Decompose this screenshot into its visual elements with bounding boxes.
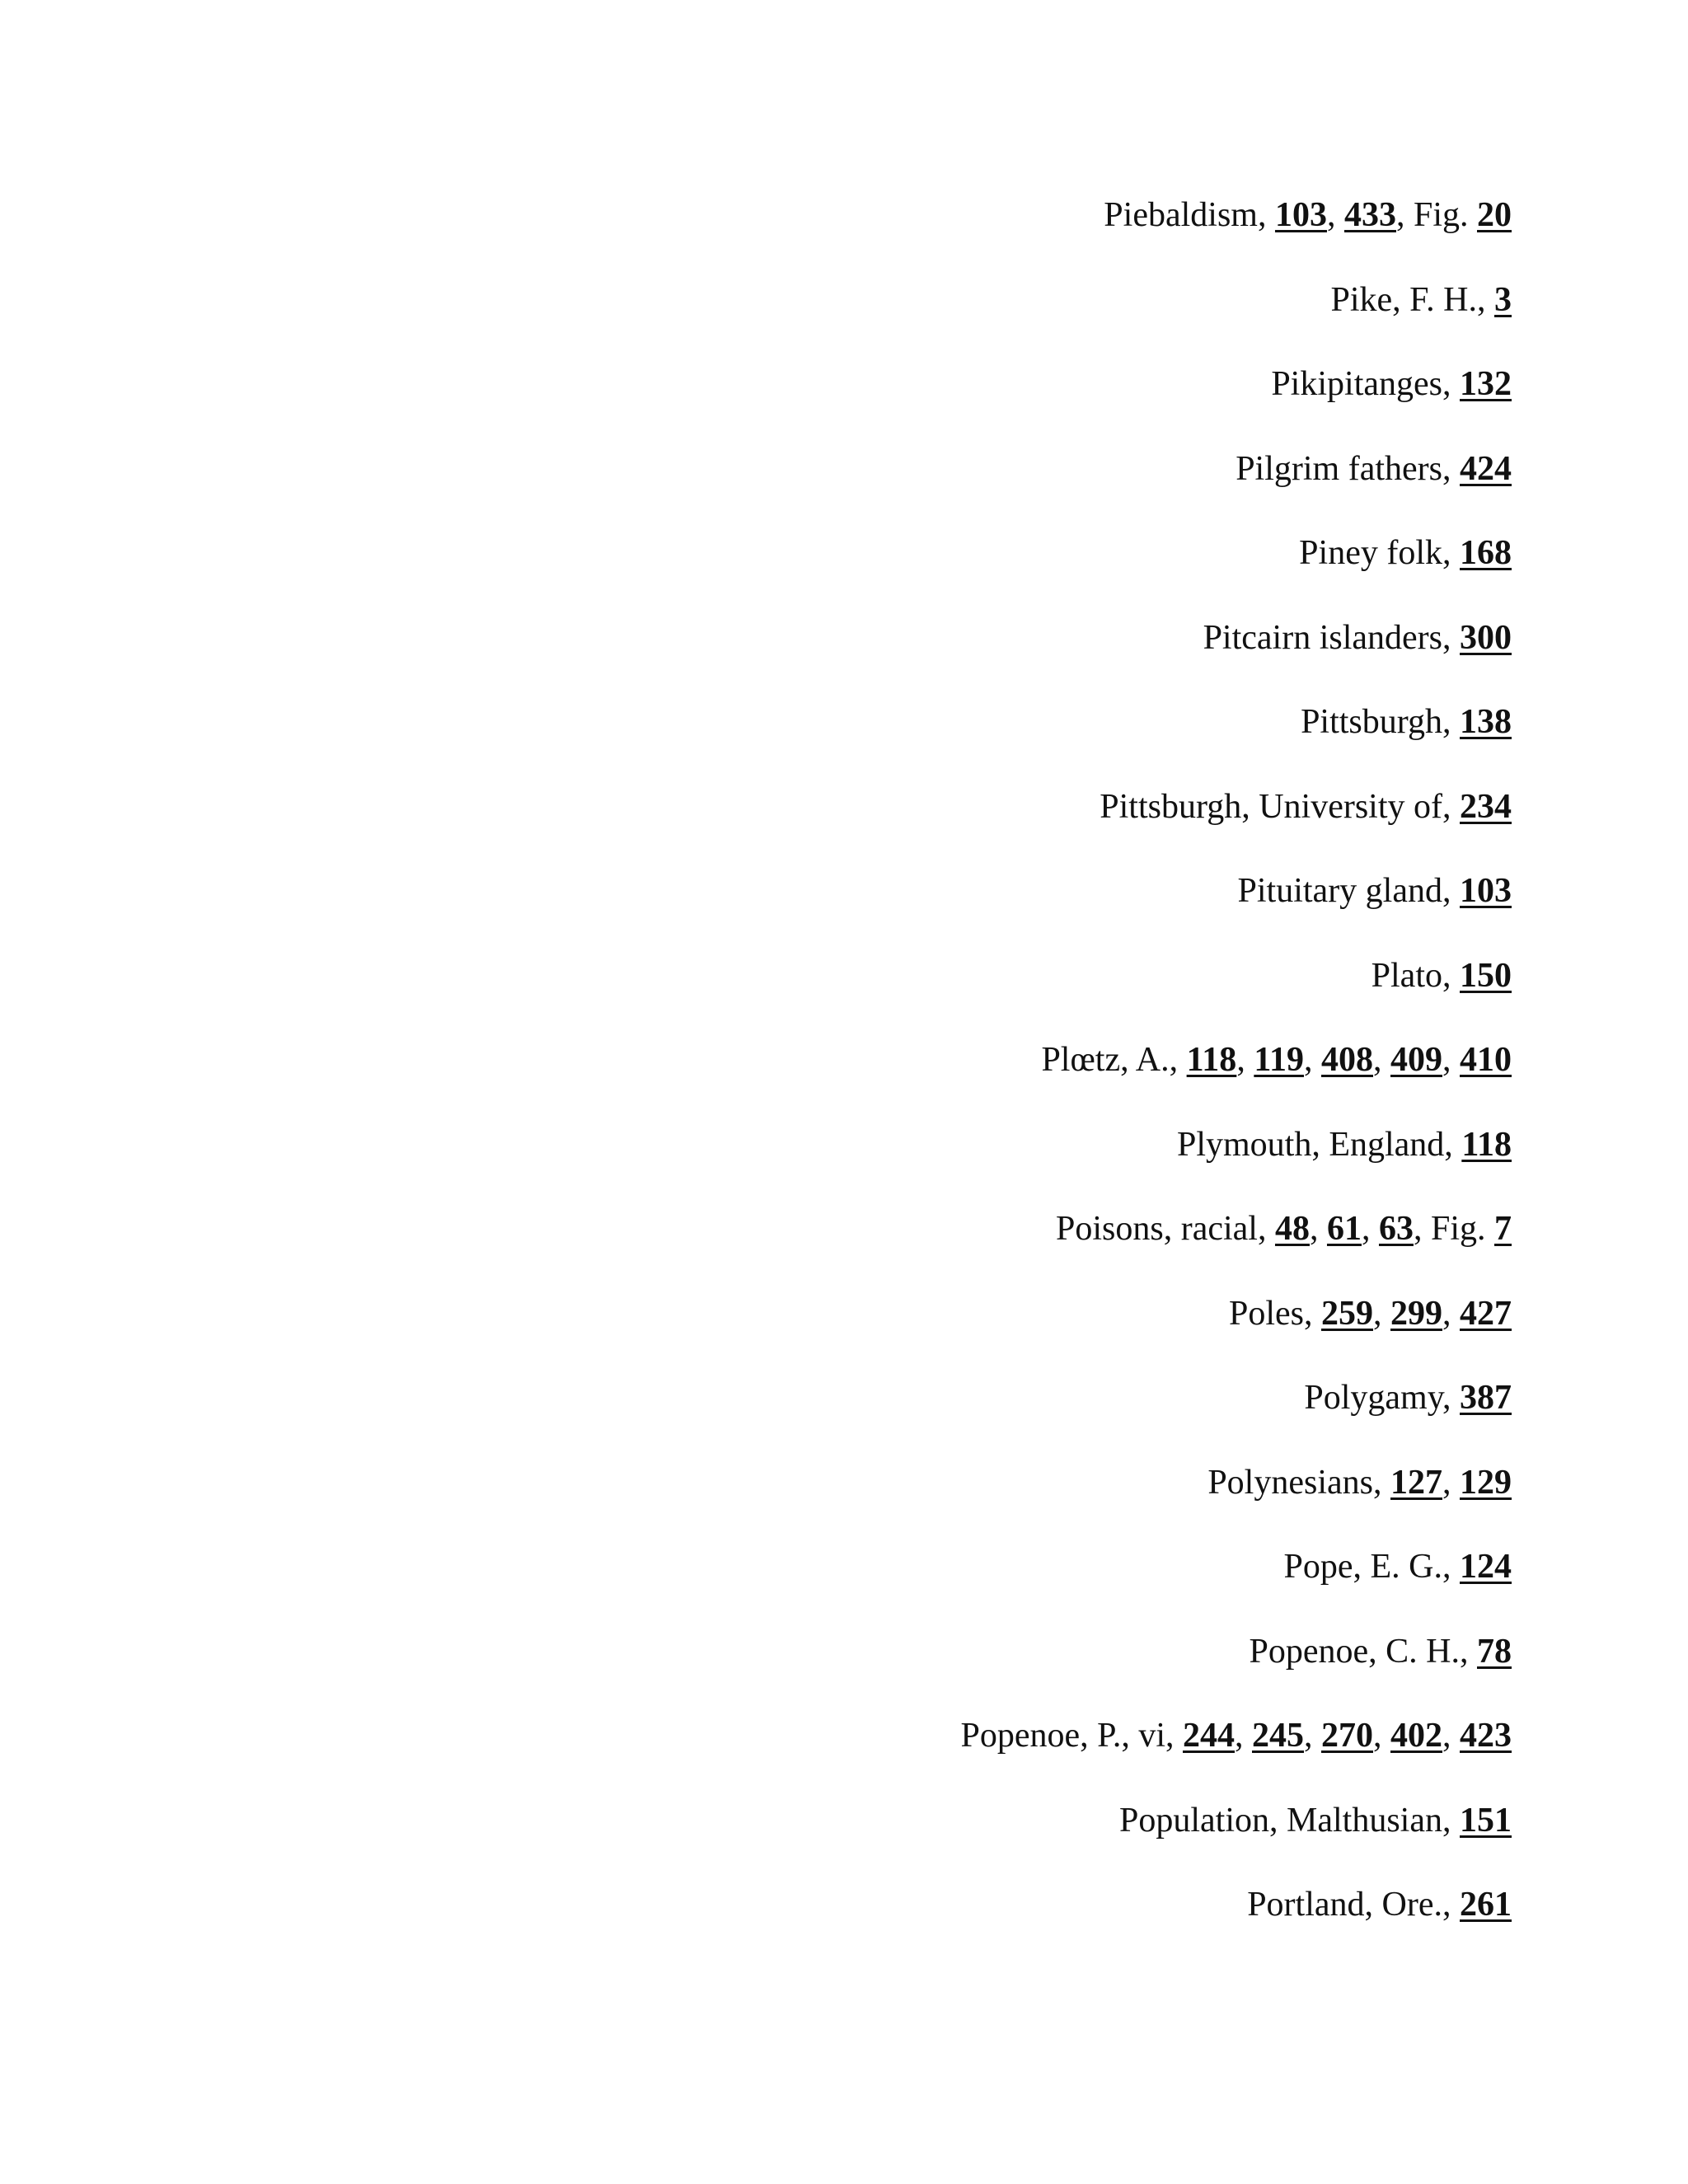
page-number-link[interactable]: 261 <box>1460 1886 1512 1924</box>
index-term: Plato, <box>1371 956 1460 995</box>
page-number-link[interactable]: 244 <box>1183 1717 1235 1755</box>
page-number-link[interactable]: 129 <box>1460 1463 1512 1502</box>
page-number-link[interactable]: 119 <box>1254 1041 1304 1079</box>
index-separator: , <box>1373 1041 1390 1079</box>
index-term: Portland, Ore., <box>1247 1886 1460 1924</box>
index-term: Popenoe, C. H., <box>1249 1632 1477 1671</box>
index-entry <box>960 1462 1512 1504</box>
index-separator: , <box>1309 1210 1327 1248</box>
index-entry <box>960 1377 1512 1419</box>
page-number-link[interactable]: 402 <box>1390 1717 1442 1755</box>
page-number-link[interactable]: 103 <box>1460 872 1512 910</box>
index-separator: , <box>1361 1210 1379 1248</box>
index-term: Pituitary gland, <box>1237 872 1460 910</box>
index-separator: , Fig. <box>1413 1210 1494 1248</box>
page-number-link[interactable]: 7 <box>1494 1210 1512 1248</box>
index-term: Piney folk, <box>1299 534 1460 572</box>
page-number-link[interactable]: 433 <box>1343 196 1396 234</box>
page-number-link[interactable]: 118 <box>1186 1041 1237 1079</box>
page-number-link[interactable]: 408 <box>1321 1041 1373 1079</box>
page-number-link[interactable]: 151 <box>1460 1801 1512 1840</box>
index-term: Poles, <box>1228 1294 1321 1333</box>
index-term: Pilgrim fathers, <box>1236 449 1460 488</box>
page-number-link[interactable]: 118 <box>1461 1125 1512 1164</box>
index-list <box>960 194 1512 1969</box>
page-number-link[interactable]: 409 <box>1390 1041 1442 1079</box>
page-number-link[interactable]: 168 <box>1460 534 1512 572</box>
index-entry <box>960 279 1512 321</box>
index-entry <box>960 1884 1512 1926</box>
page-number-link[interactable]: 424 <box>1460 449 1512 488</box>
index-separator: , <box>1304 1041 1321 1079</box>
page-number-link[interactable]: 48 <box>1274 1210 1310 1248</box>
index-separator: , <box>1304 1717 1321 1755</box>
page-number-link[interactable]: 300 <box>1460 618 1512 657</box>
index-entry <box>960 363 1512 405</box>
index-separator: , <box>1373 1294 1390 1333</box>
page-number-link[interactable]: 20 <box>1477 196 1512 234</box>
index-entry <box>960 870 1512 912</box>
index-entry <box>960 1715 1512 1757</box>
index-separator: , <box>1442 1041 1460 1079</box>
index-entry <box>960 532 1512 574</box>
index-entry <box>960 1631 1512 1673</box>
page-number-link[interactable]: 124 <box>1460 1548 1512 1586</box>
index-term: Plymouth, England, <box>1176 1125 1462 1164</box>
index-separator: , <box>1442 1294 1460 1333</box>
page-number-link[interactable]: 78 <box>1477 1632 1512 1671</box>
index-term: Polygamy, <box>1304 1379 1460 1417</box>
index-entry <box>960 1039 1512 1081</box>
page-number-link[interactable]: 103 <box>1274 196 1327 234</box>
page-number-link[interactable]: 259 <box>1321 1294 1373 1333</box>
index-entry <box>960 1293 1512 1335</box>
page-number-link[interactable]: 270 <box>1321 1717 1373 1755</box>
index-term: Polynesians, <box>1207 1463 1390 1502</box>
page-number-link[interactable]: 63 <box>1378 1210 1414 1248</box>
index-entry <box>960 786 1512 828</box>
index-entry <box>960 1208 1512 1250</box>
index-entry <box>960 1546 1512 1588</box>
page-number-link[interactable]: 423 <box>1460 1717 1512 1755</box>
index-entry <box>960 617 1512 659</box>
page-number-link[interactable]: 127 <box>1390 1463 1442 1502</box>
page-number-link[interactable]: 3 <box>1494 280 1512 319</box>
page-number-link[interactable]: 245 <box>1252 1717 1304 1755</box>
page-number-link[interactable]: 234 <box>1460 787 1512 826</box>
index-term: Pike, F. H., <box>1330 280 1494 319</box>
page-number-link[interactable]: 138 <box>1460 703 1512 741</box>
index-separator: , <box>1373 1717 1390 1755</box>
index-entry <box>960 701 1512 743</box>
index-term: Plœtz, A., <box>1041 1041 1187 1079</box>
page-number-link[interactable]: 299 <box>1390 1294 1442 1333</box>
index-separator: , <box>1442 1463 1460 1502</box>
index-term: Pope, E. G., <box>1283 1548 1460 1586</box>
index-separator: , <box>1235 1717 1252 1755</box>
page-number-link[interactable]: 410 <box>1460 1041 1512 1079</box>
index-entry <box>960 1800 1512 1842</box>
page-number-link[interactable]: 387 <box>1460 1379 1512 1417</box>
index-term: Pittsburgh, University of, <box>1100 787 1460 826</box>
index-entry <box>960 448 1512 490</box>
index-entry <box>960 955 1512 997</box>
index-term: Piebaldism, <box>1104 196 1275 234</box>
index-term: Population, Malthusian, <box>1119 1801 1460 1840</box>
index-term: Poisons, racial, <box>1056 1210 1275 1248</box>
index-separator: , <box>1236 1041 1254 1079</box>
page-number-link[interactable]: 150 <box>1460 956 1512 995</box>
page-number-link[interactable]: 427 <box>1460 1294 1512 1333</box>
index-separator: , <box>1442 1717 1460 1755</box>
page-number-link[interactable]: 132 <box>1460 365 1512 403</box>
index-term: Popenoe, P., vi, <box>960 1717 1183 1755</box>
index-separator: , Fig. <box>1395 196 1477 234</box>
index-entry <box>960 1124 1512 1166</box>
index-separator: , <box>1326 196 1344 234</box>
index-term: Pittsburgh, <box>1301 703 1460 741</box>
page-number-link[interactable]: 61 <box>1326 1210 1362 1248</box>
index-entry <box>960 194 1512 237</box>
index-term: Pikipitanges, <box>1271 365 1460 403</box>
index-term: Pitcairn islanders, <box>1203 618 1460 657</box>
